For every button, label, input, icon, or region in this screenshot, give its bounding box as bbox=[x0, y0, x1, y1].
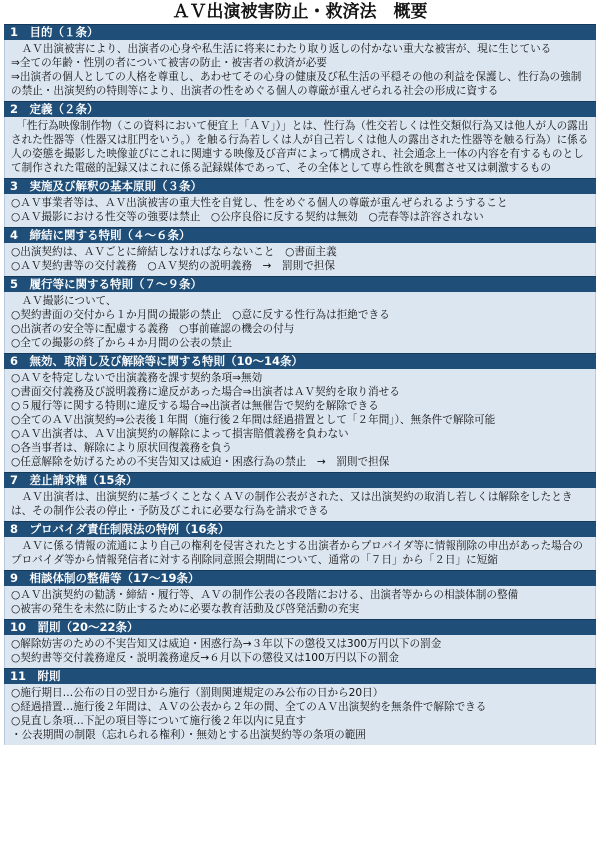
section-line: 「性行為映像制作物（この資料において便宜上「ＡＶ」）」とは、性行為（性交若しくは性交類似行為又は他人が人の露出された性器等（性器又は肛門をいう。）を触る行為若しくは人が自己若しくは他人の露出された性器等を触る行為）に係る人の姿態を撮影した映像並びにこれに関連する映像及び音声によって構成され、社会通念上一体の内容を有するものとして制作された電磁的記録又はこれに係る記録媒体であって、その全体として専ら性欲を興奮させ又は刺激するもの bbox=[11, 120, 589, 174]
section-body bbox=[4, 635, 596, 668]
section-body bbox=[4, 117, 596, 178]
section-7 bbox=[4, 472, 596, 521]
section-line: ○ＡＶ出演者は、ＡＶ出演契約の解除によって損害賠償義務を負わない bbox=[11, 428, 349, 440]
section-header: 6 無効、取消し及び解除等に関する特則（10～14条） bbox=[4, 353, 596, 369]
section-header: 8 プロバイダ責任制限法の特例（16条） bbox=[4, 521, 596, 537]
section-header: 2 定義（２条） bbox=[4, 101, 596, 117]
section-line: ○出演者の安全等に配慮する義務 ○事前確認の機会の付与 bbox=[11, 323, 295, 335]
section-line: ○ＡＶ出演契約の勧誘・締結・履行等、ＡＶの制作公表の各段階における、出演者等からの相談体制の整備 bbox=[11, 589, 519, 601]
section-line: ＡＶに係る情報の流通により自己の権利を侵害されたとする出演者からプロバイダ等に情報削除の申出があった場合のプロバイダ等から情報発信者に対する削除同意照会期間について、通常の「７日」から「２日」に短縮 bbox=[11, 540, 583, 566]
section-header: 5 履行等に関する特則（７～９条） bbox=[4, 276, 596, 292]
section-body bbox=[4, 40, 596, 101]
section-header: 10 罰則（20～22条） bbox=[4, 619, 596, 635]
document-page bbox=[4, 0, 596, 745]
section-line: ○被害の発生を未然に防止するために必要な教育活動及び啓発活動の充実 bbox=[11, 603, 360, 615]
section-header: 7 差止請求権（15条） bbox=[4, 472, 596, 488]
section-line: ○出演契約は、ＡＶごとに締結しなければならないこと ○書面主義 bbox=[11, 246, 337, 258]
section-line: ○ＡＶ契約書等の交付義務 ○ＡＶ契約の説明義務 → 罰則で担保 bbox=[11, 260, 335, 272]
section-body bbox=[4, 684, 596, 745]
section-body bbox=[4, 537, 596, 570]
section-5 bbox=[4, 276, 596, 353]
section-6 bbox=[4, 353, 596, 472]
section-body bbox=[4, 586, 596, 619]
section-header: 1 目的（１条） bbox=[4, 24, 596, 40]
section-line: ＡＶ撮影について、 bbox=[11, 295, 117, 307]
section-body bbox=[4, 243, 596, 276]
sections-container bbox=[4, 24, 596, 745]
section-line: ○施行期日…公布の日の翌日から施行（罰則関連規定のみ公布の日から20日） bbox=[11, 687, 384, 699]
section-line: ○全ての撮影の終了から４か月間の公表の禁止 bbox=[11, 337, 233, 349]
section-3 bbox=[4, 178, 596, 227]
section-line: ＡＶ出演被害により、出演者の心身や私生活に将来にわたり取り返しの付かない重大な被害が、現に生じている bbox=[11, 43, 552, 55]
section-line: ○ＡＶ事業者等は、ＡＶ出演被害の重大性を自覚し、性をめぐる個人の尊厳が重んぜられるようすること bbox=[11, 197, 508, 209]
section-line: ＡＶ出演者は、出演契約に基づくことなくＡＶの制作公表がされた、又は出演契約の取消し若しくは解除をしたときは、その制作公表の停止・予防及びこれに必要な行為を請求できる bbox=[11, 491, 573, 517]
section-line: ○全てのＡＶ出演契約⇒公表後１年間（施行後２年間は経過措置として「２年間」）、無条件で解除可能 bbox=[11, 414, 496, 426]
section-header: 3 実施及び解釈の基本原則（３条） bbox=[4, 178, 596, 194]
section-body bbox=[4, 488, 596, 521]
section-line: ○各当事者は、解除により原状回復義務を負う bbox=[11, 442, 233, 454]
section-header: 9 相談体制の整備等（17～19条） bbox=[4, 570, 596, 586]
section-1 bbox=[4, 24, 596, 101]
section-9 bbox=[4, 570, 596, 619]
section-line: ⇒全ての年齢・性別の者について被害の防止・被害者の救済が必要 bbox=[11, 57, 327, 69]
section-header: 4 締結に関する特則（４～６条） bbox=[4, 227, 596, 243]
section-line: ○任意解除を妨げるための不実告知又は威迫・困惑行為の禁止 → 罰則で担保 bbox=[11, 456, 390, 468]
section-8 bbox=[4, 521, 596, 570]
section-line: ○契約書等交付義務違反・説明義務違反→６月以下の懲役又は100万円以下の罰金 bbox=[11, 652, 399, 664]
section-line: ○５履行等に関する特則に違反する場合⇒出演者は無催告で契約を解除できる bbox=[11, 400, 379, 412]
section-2 bbox=[4, 101, 596, 178]
section-line: ○解除妨害のための不実告知又は威迫・困惑行為→３年以下の懲役又は300万円以下の罰金 bbox=[11, 638, 442, 650]
section-line: ○ＡＶ撮影における性交等の強要は禁止 ○公序良俗に反する契約は無効 ○売春等は許容されない bbox=[11, 211, 484, 223]
section-header: 11 附則 bbox=[4, 668, 596, 684]
section-line: ○見直し条項…下記の項目等について施行後２年以内に見直す bbox=[11, 715, 307, 727]
section-body bbox=[4, 194, 596, 227]
section-body bbox=[4, 369, 596, 472]
section-line: ○書面交付義務及び説明義務に違反があった場合⇒出演者はＡＶ契約を取り消せる bbox=[11, 386, 400, 398]
section-10 bbox=[4, 619, 596, 668]
section-line: ○契約書面の交付から１か月間の撮影の禁止 ○意に反する性行為は拒絶できる bbox=[11, 309, 390, 321]
section-line: ○ＡＶを特定しないで出演義務を課す契約条項⇒無効 bbox=[11, 372, 263, 384]
section-11 bbox=[4, 668, 596, 745]
document-title: ＡＶ出演被害防止・救済法 概要 bbox=[172, 2, 428, 22]
section-body bbox=[4, 292, 596, 353]
section-line: ⇒出演者の個人としての人格を尊重し、あわせてその心身の健康及び私生活の平穏その他の利益を保護し、性行為の強制の禁止・出演契約の特則等により、出演者の性をめぐる個人の尊厳が重んぜられる社会の形成に資する bbox=[11, 71, 582, 97]
section-line: ○経過措置…施行後２年間は、ＡＶの公表から２年の間、全てのＡＶ出演契約を無条件で解除できる bbox=[11, 701, 487, 713]
section-line: ・公表期間の制限（忘れられる権利）・無効とする出演契約等の条項の範囲 bbox=[11, 729, 366, 741]
section-4 bbox=[4, 227, 596, 276]
